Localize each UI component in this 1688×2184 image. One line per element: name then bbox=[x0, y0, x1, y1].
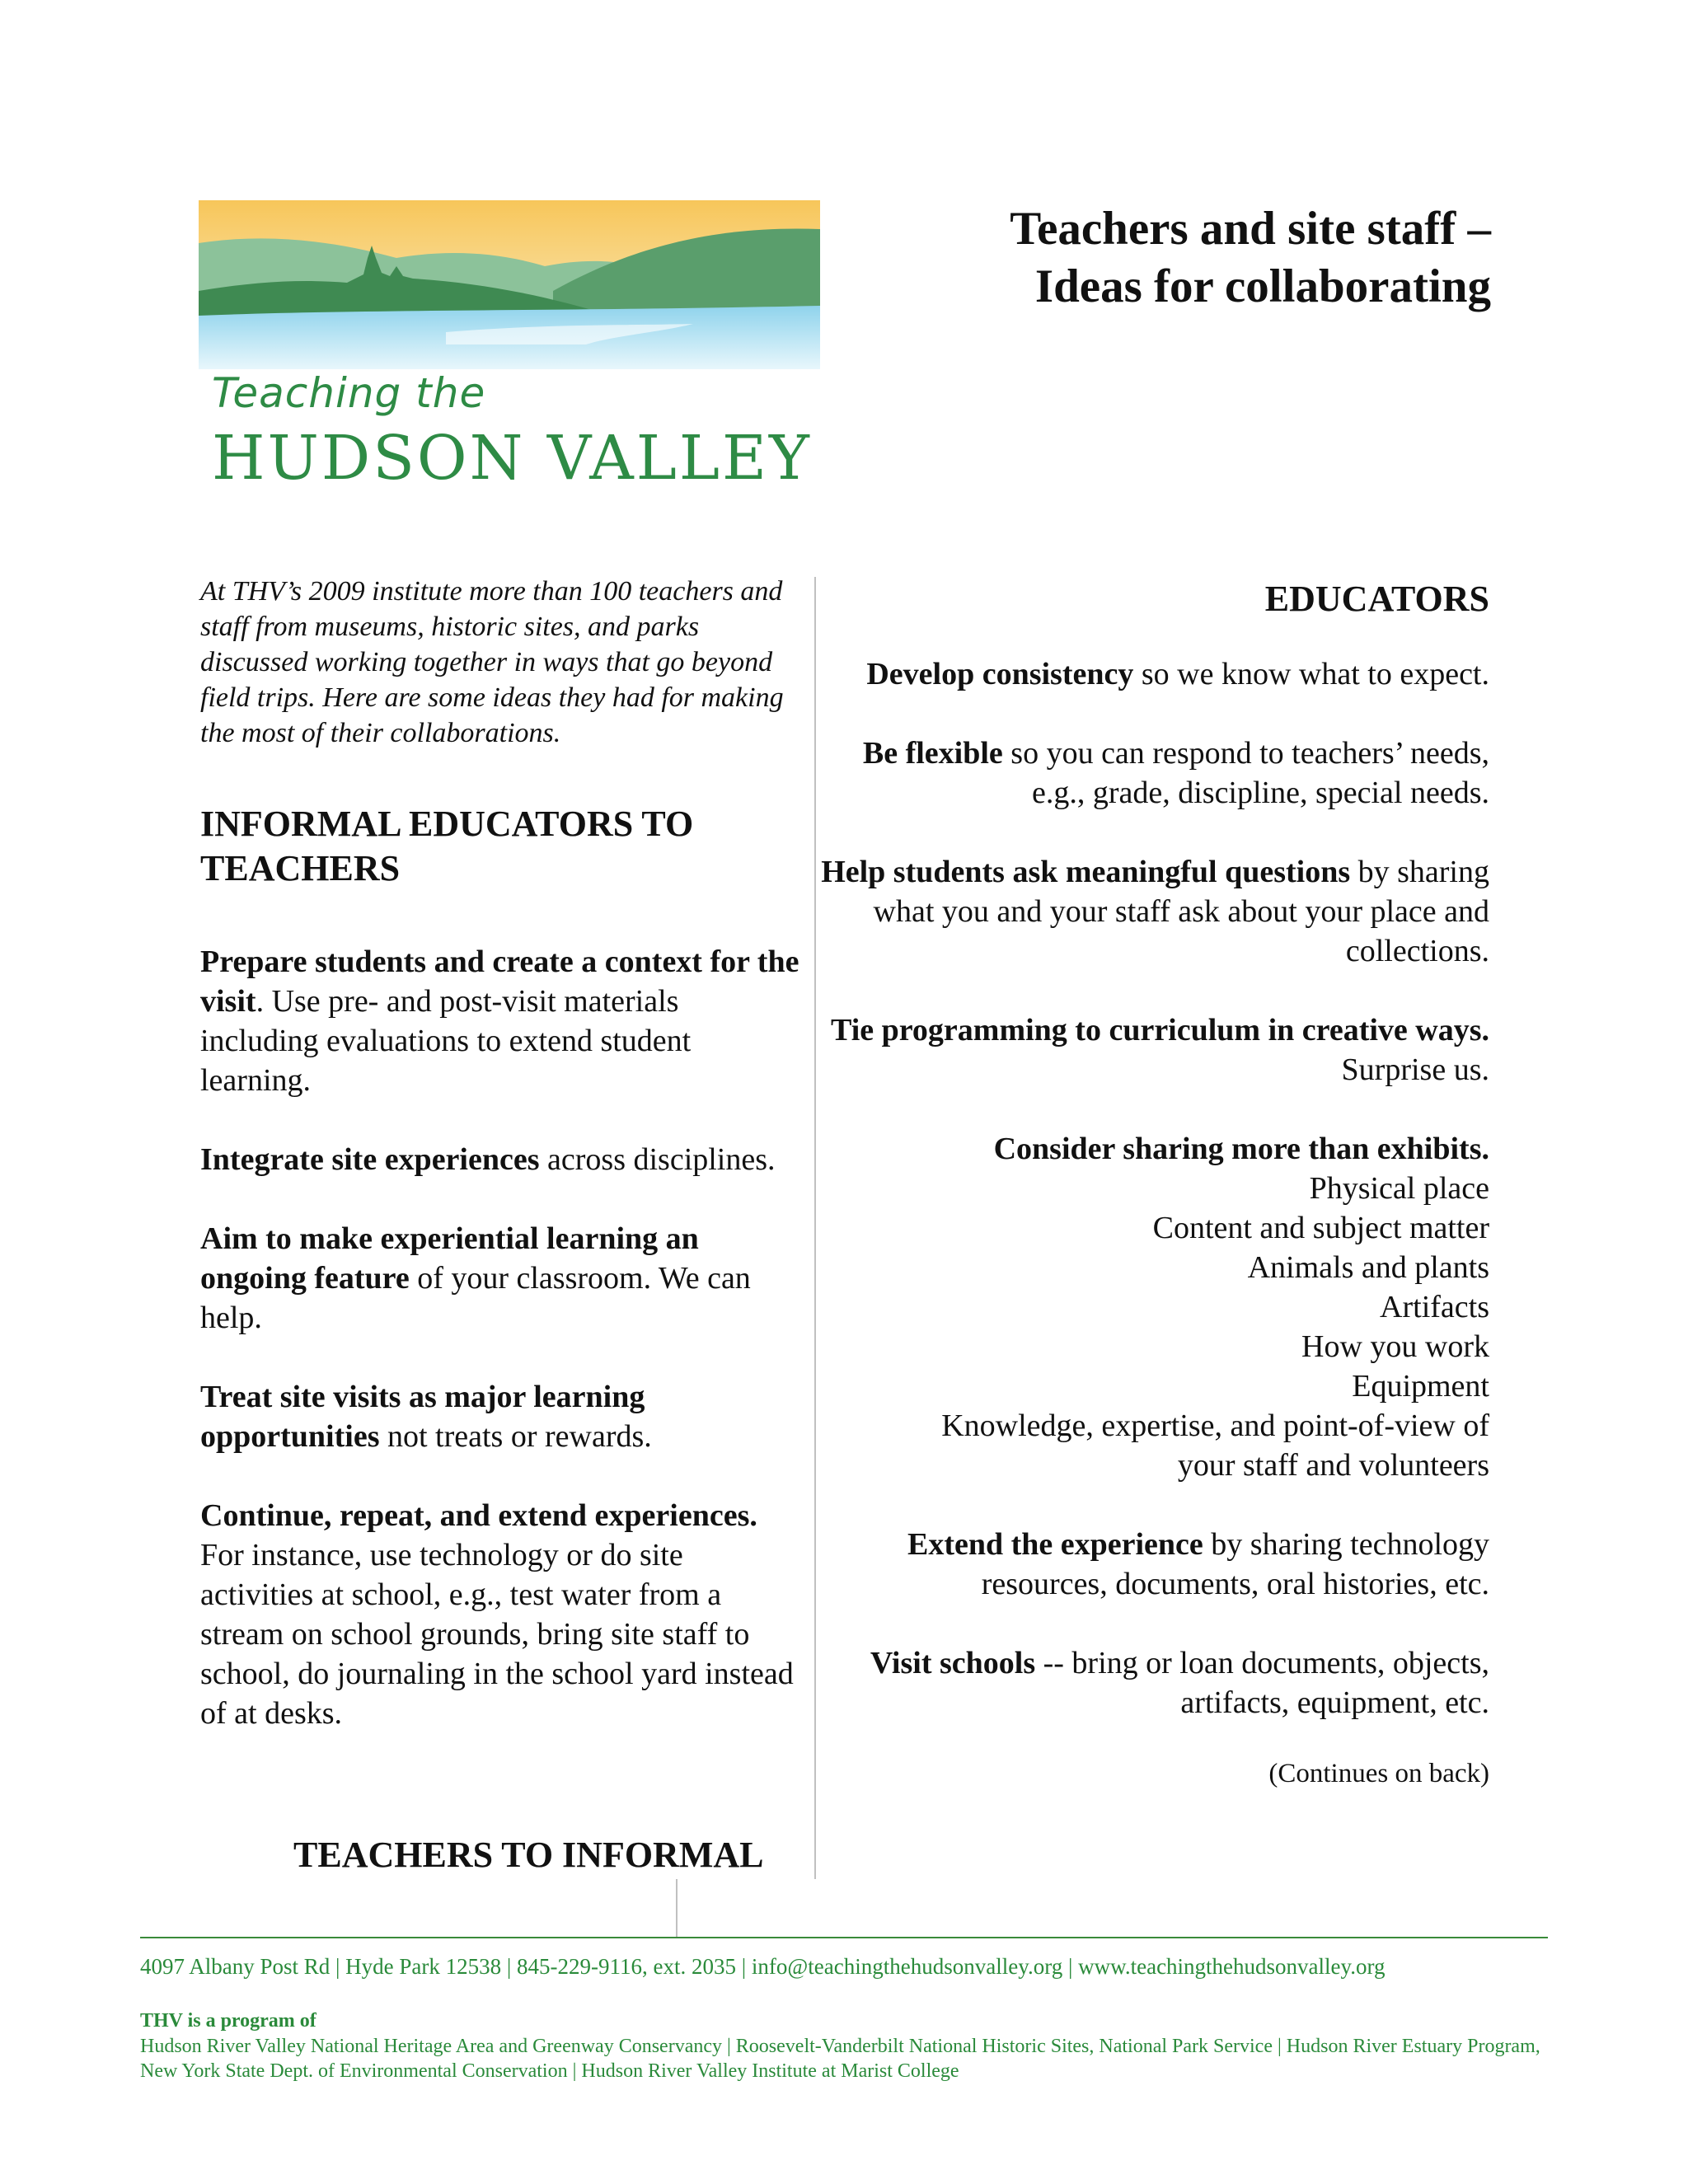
list-item: Content and subject matter bbox=[1152, 1211, 1489, 1245]
left-item-1 bbox=[200, 942, 802, 1100]
footer bbox=[140, 1947, 1558, 2083]
left-section-heading: INFORMAL EDUCATORS TO TEACHERS bbox=[200, 804, 694, 888]
right-item-2-text: so you can respond to teachers’ needs, e.g., grade, discipline, special needs. bbox=[1002, 736, 1489, 810]
sharing-list bbox=[814, 1169, 1489, 1485]
list-item: Animals and plants bbox=[1247, 1250, 1489, 1285]
column-divider-lower bbox=[676, 1879, 678, 1937]
footer-program-text: Hudson River Valley National Heritage Area and Greenway Conservancy | Roosevelt-Vanderbilt National Historic Sites, National Park Service | Hudson River Estuary Program, New York State Dept. of Environmental Conservation | Hudson River Valley Institute at Marist College bbox=[140, 2036, 1540, 2082]
footer-contact: 4097 Albany Post Rd | Hyde Park 12538 | 845-229-9116, ext. 2035 | info@teachingthehudsonvalley.org | www.teachingthehudsonvalley.org bbox=[140, 1954, 1386, 1979]
right-item-3 bbox=[814, 852, 1489, 971]
right-item-3-bold: Help students ask meaningful questions bbox=[821, 855, 1351, 889]
right-item-2-bold: Be flexible bbox=[862, 736, 1003, 771]
left-item-3-text: of your classroom. We can help. bbox=[200, 1261, 751, 1335]
footer-program-label: THV is a program of bbox=[140, 2010, 316, 2032]
list-item: How you work bbox=[1301, 1329, 1489, 1364]
left-item-2-bold: Integrate site experiences bbox=[200, 1142, 540, 1177]
footer-rule bbox=[140, 1937, 1548, 1938]
sharing-block bbox=[814, 1129, 1489, 1485]
left-item-3-bold: Aim to make experiential learning an ongoing feature bbox=[200, 1221, 699, 1296]
right-item-5 bbox=[814, 1525, 1489, 1604]
right-item-6-bold: Visit schools bbox=[870, 1646, 1036, 1680]
continues-note: (Continues on back) bbox=[1268, 1759, 1489, 1788]
right-item-4-text: Surprise us. bbox=[1341, 1052, 1489, 1087]
logo-text-teaching-the: Teaching the bbox=[212, 369, 486, 417]
logo-text-hudson-valley: HUDSON VALLEY bbox=[212, 423, 812, 494]
right-item-2 bbox=[814, 733, 1489, 813]
left-item-1-text: . Use pre- and post-visit materials including evaluations to extend student learning. bbox=[200, 984, 692, 1098]
right-item-3-text: by sharing what you and your staff ask about your place and collections. bbox=[873, 855, 1489, 968]
landscape-illustration bbox=[199, 200, 820, 369]
left-item-4-text: not treats or rewards. bbox=[379, 1419, 652, 1454]
left-item-1-bold: Prepare students and create a context for the visit bbox=[200, 944, 799, 1019]
intro-paragraph: At THV’s 2009 institute more than 100 teachers and staff from museums, historic sites, and parks discussed working together in ways that go beyond field trips. Here are some ideas they had for making the most of their collaborations. bbox=[200, 576, 784, 748]
left-item-5-bold: Continue, repeat, and extend experiences. bbox=[200, 1498, 757, 1533]
right-item-1-text: so we know what to expect. bbox=[1133, 657, 1489, 691]
list-item: Physical place bbox=[1309, 1171, 1489, 1206]
left-item-5 bbox=[200, 1496, 802, 1733]
right-item-1 bbox=[814, 654, 1489, 694]
sharing-heading: Consider sharing more than exhibits. bbox=[993, 1132, 1489, 1166]
thv-logo bbox=[199, 200, 820, 494]
next-section-heading: TEACHERS TO INFORMAL bbox=[293, 1835, 764, 1875]
list-item: Artifacts bbox=[1380, 1290, 1489, 1324]
title-line-2: Ideas for collaborating bbox=[1034, 260, 1491, 312]
left-item-2 bbox=[200, 1140, 802, 1179]
right-item-5-text: by sharing technology resources, documents, oral histories, etc. bbox=[981, 1527, 1489, 1601]
right-item-4 bbox=[814, 1010, 1489, 1090]
left-item-5-text: For instance, use technology or do site activities at school, e.g., test water from a stream on school grounds, bring site staff to school, do journaling in the school yard instead of at desks. bbox=[200, 1538, 794, 1731]
left-item-2-text: across disciplines. bbox=[539, 1142, 776, 1177]
list-item: Knowledge, expertise, and point-of-view of your staff and volunteers bbox=[941, 1408, 1489, 1483]
title-line-1: Teachers and site staff – bbox=[1010, 203, 1491, 255]
left-item-4-bold: Treat site visits as major learning opportunities bbox=[200, 1380, 645, 1454]
left-item-3 bbox=[200, 1219, 802, 1338]
list-item: Equipment bbox=[1352, 1369, 1489, 1404]
right-item-6-text: -- bring or loan documents, objects, artifacts, equipment, etc. bbox=[1035, 1646, 1489, 1720]
right-item-4-bold: Tie programming to curriculum in creative ways. bbox=[831, 1013, 1489, 1047]
page-title bbox=[749, 200, 1491, 316]
right-section-heading: EDUCATORS bbox=[1264, 579, 1489, 619]
right-item-1-bold: Develop consistency bbox=[866, 657, 1134, 691]
right-item-5-bold: Extend the experience bbox=[907, 1527, 1203, 1562]
left-item-4 bbox=[200, 1377, 802, 1456]
right-column bbox=[814, 577, 1489, 1790]
right-item-6 bbox=[814, 1643, 1489, 1722]
left-column bbox=[200, 574, 802, 1773]
